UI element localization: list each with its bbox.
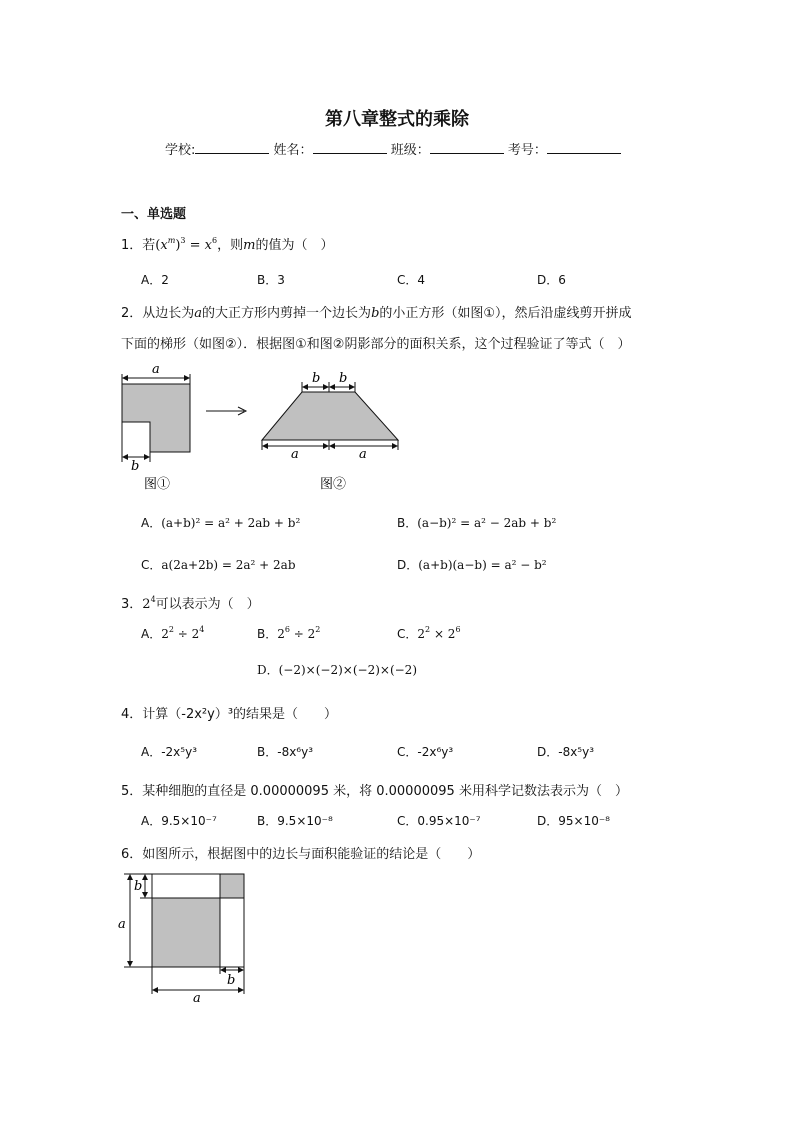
q2-text-1: 2．从边长为 — [121, 306, 195, 321]
fig2-label-b2: b — [339, 371, 348, 386]
q2-option-c[interactable] — [141, 556, 296, 573]
q1-number: 1． — [121, 238, 143, 253]
question-1 — [121, 234, 333, 253]
q3-option-d[interactable]: D．(−2)×(−2)×(−2)×(−2) — [257, 663, 417, 677]
q2-option-d[interactable] — [397, 556, 547, 573]
question-5: 5．某种细胞的直径是 0.00000095 米，将 0.00000095 米用科学记数法表示为（ ） — [121, 784, 628, 799]
q4-option-c[interactable]: C．-2x⁶y³ — [397, 745, 454, 759]
q2-option-b-letter: B． — [397, 516, 418, 530]
q1-option-d[interactable]: D．6 — [537, 273, 566, 287]
q5-option-c[interactable]: C．0.95×10⁻⁷ — [397, 814, 481, 828]
q4-option-a[interactable]: A．-2x⁵y³ — [141, 745, 197, 759]
class-blank[interactable] — [430, 140, 504, 154]
q3-number: 3． — [121, 597, 143, 612]
q2-option-c-expr: a(2a+2b) = 2a² + 2ab — [161, 558, 296, 572]
question-4: 4．计算（-2x²y）³的结果是（ ） — [121, 707, 338, 722]
fig1-label-a: a — [152, 362, 160, 377]
q4-option-b[interactable]: B．-8x⁶y³ — [257, 745, 314, 759]
fig2-label-b1: b — [312, 371, 321, 386]
q3-option-c[interactable]: C．$2^2 \times 2^6$ — [397, 625, 461, 641]
fig6-label-a-left: a — [118, 917, 126, 932]
q2-var-b: b — [371, 306, 380, 321]
fig2-caption: 图② — [320, 477, 347, 492]
student-info-line — [165, 139, 621, 158]
q2-option-d-expr: (a+b)(a−b) = a² − b² — [418, 558, 547, 572]
q1-tail: 的值为（ ） — [255, 238, 334, 253]
fig6-label-b-left: b — [134, 879, 143, 894]
fig6-label-a-bottom: a — [193, 991, 201, 1004]
q2-var-a: a — [194, 306, 203, 321]
q1-pre: 若 — [142, 238, 156, 253]
q3-option-c-letter: C． — [397, 627, 418, 641]
q4-option-d[interactable]: D．-8x⁵y³ — [537, 745, 595, 759]
section-heading: 一、单选题 — [121, 207, 187, 222]
figure-2 — [252, 368, 408, 494]
fig1-shaded-shape — [122, 384, 190, 452]
exam-no-blank[interactable] — [547, 140, 621, 154]
q2-option-d-letter: D． — [397, 558, 419, 572]
q2-text-3: 的小正方形（如图①），然后沿虚线剪开拼成 — [379, 306, 632, 321]
q3-expression: $2^4$ — [142, 595, 156, 612]
fig2-label-a2: a — [359, 447, 367, 462]
q1-formula: $(x^m)^3 = x^6$ — [155, 236, 218, 253]
q1-option-b[interactable]: B．3 — [257, 273, 285, 287]
fig6-large-shaded-square — [152, 898, 220, 967]
page-title: 第八章整式的乘除 — [325, 109, 469, 130]
q1-post: ，则 — [217, 238, 244, 253]
fig1-caption: 图① — [144, 477, 171, 492]
q2-option-b-expr: (a−b)² = a² − 2ab + b² — [417, 516, 557, 530]
q2-option-c-letter: C． — [141, 558, 162, 572]
fig2-label-a1: a — [291, 447, 299, 462]
question-2-line-1 — [121, 302, 632, 321]
fig6-label-b-bottom: b — [227, 973, 236, 988]
q5-option-a[interactable]: A．9.5×10⁻⁷ — [141, 814, 217, 828]
school-blank[interactable] — [195, 140, 269, 154]
exam-no-label: 考号： — [507, 143, 547, 158]
name-label: 姓名： — [273, 143, 313, 158]
q1-option-c[interactable]: C．4 — [397, 273, 426, 287]
name-blank[interactable] — [313, 140, 387, 154]
fig1-label-b: b — [131, 459, 140, 474]
question-2-line-2: 下面的梯形（如图②）．根据图①和图②阴影部分的面积关系，这个过程验证了等式（ ） — [121, 337, 631, 352]
q3-option-b[interactable]: B．$2^6 \div 2^2$ — [257, 625, 321, 641]
q1-option-a[interactable]: A．2 — [141, 273, 169, 287]
figure-6 — [114, 866, 254, 1004]
q2-option-a[interactable] — [141, 514, 300, 531]
q3-option-b-letter: B． — [257, 627, 278, 641]
q2-option-b[interactable] — [397, 514, 556, 531]
q3-option-a-letter: A． — [141, 627, 162, 641]
q2-option-a-letter: A． — [141, 516, 162, 530]
q3-option-a[interactable]: A．$2^2 \div 2^4$ — [141, 625, 205, 641]
q5-option-d[interactable]: D．95×10⁻⁸ — [537, 814, 610, 828]
q5-option-b[interactable]: B．9.5×10⁻⁸ — [257, 814, 333, 828]
figure-1 — [112, 362, 202, 494]
school-label: 学校: — [165, 143, 196, 158]
arrow-icon — [204, 404, 248, 418]
class-label: 班级： — [390, 143, 430, 158]
fig6-small-shaded-square — [220, 874, 244, 898]
q1-var-m: m — [243, 238, 256, 253]
question-3 — [121, 593, 260, 612]
q3-text: 可以表示为（ ） — [155, 597, 260, 612]
q2-option-a-expr: (a+b)² = a² + 2ab + b² — [161, 516, 301, 530]
question-6: 6．如图所示，根据图中的边长与面积能验证的结论是（ ） — [121, 847, 481, 862]
fig2-trapezoid — [262, 392, 398, 440]
q2-text-2: 的大正方形内剪掉一个边长为 — [202, 306, 372, 321]
